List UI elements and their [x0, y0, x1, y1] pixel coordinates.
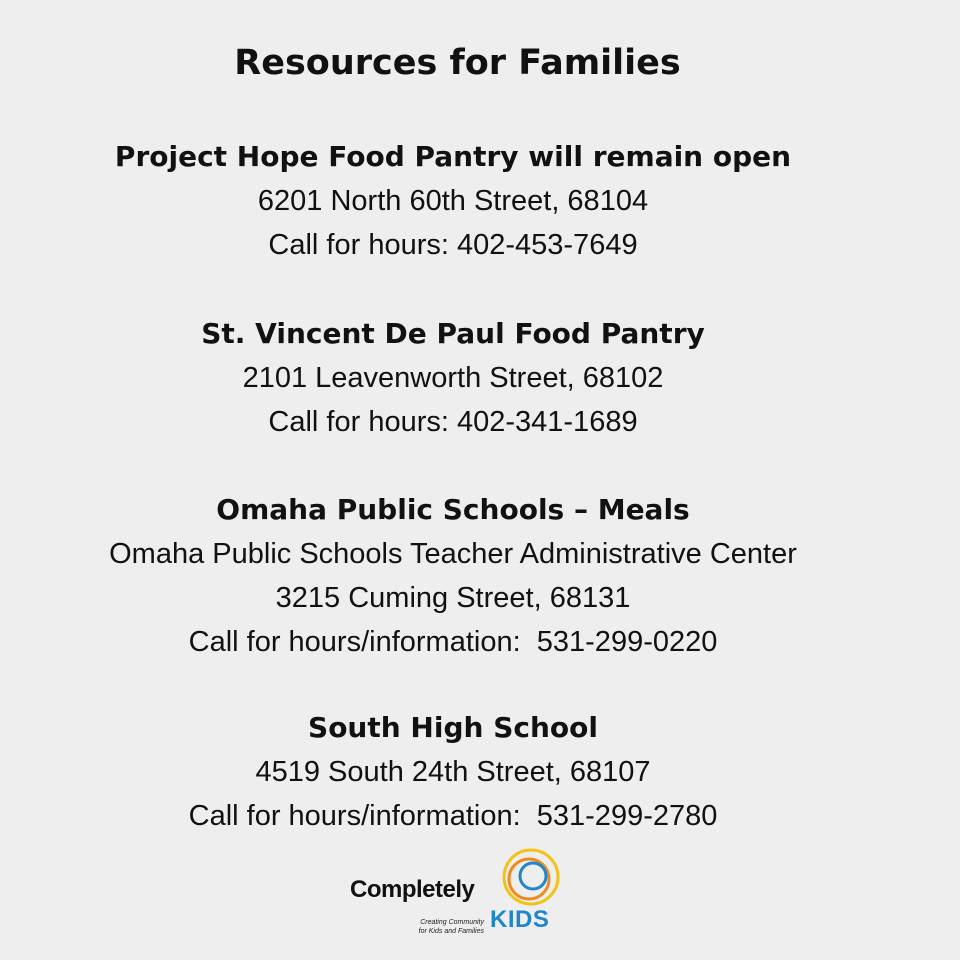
resource-location: Omaha Public Schools Teacher Administrative Center [109, 538, 797, 570]
logo-kids: KIDS [490, 906, 550, 933]
resource-address: 4519 South 24th Street, 68107 [255, 756, 651, 788]
resource-phone: Call for hours: 402-341-1689 [268, 406, 638, 438]
resource-name: Omaha Public Schools – Meals [216, 493, 690, 526]
logo-rings-icon [500, 846, 562, 908]
logo-tagline [388, 918, 484, 936]
resource-phone: Call for hours: 402-453-7649 [268, 229, 638, 261]
resource-address: 2101 Leavenworth Street, 68102 [242, 362, 664, 394]
resource-name: Project Hope Food Pantry will remain open [114, 140, 792, 173]
logo-tagline-line: Creating Community [420, 919, 484, 926]
resource-st-vincent-de-paul [0, 312, 906, 444]
resource-project-hope [0, 135, 906, 267]
resource-address: 6201 North 60th Street, 68104 [257, 185, 649, 217]
resource-address: 3215 Cuming Street, 68131 [275, 582, 631, 614]
resource-phone: Call for hours/information: 531-299-2780 [188, 800, 718, 832]
logo-wordmark: Completely [350, 876, 475, 903]
resource-phone: Call for hours/information: 531-299-0220 [188, 626, 718, 658]
resource-name: South High School [308, 711, 598, 744]
completely-kids-logo [348, 846, 568, 946]
logo-tagline-line: for Kids and Families [418, 928, 484, 935]
resource-omaha-public-schools [0, 488, 906, 664]
resource-south-high-school [0, 706, 906, 838]
page-title: Resources for Families [234, 43, 681, 83]
resource-name: St. Vincent De Paul Food Pantry [201, 317, 705, 350]
